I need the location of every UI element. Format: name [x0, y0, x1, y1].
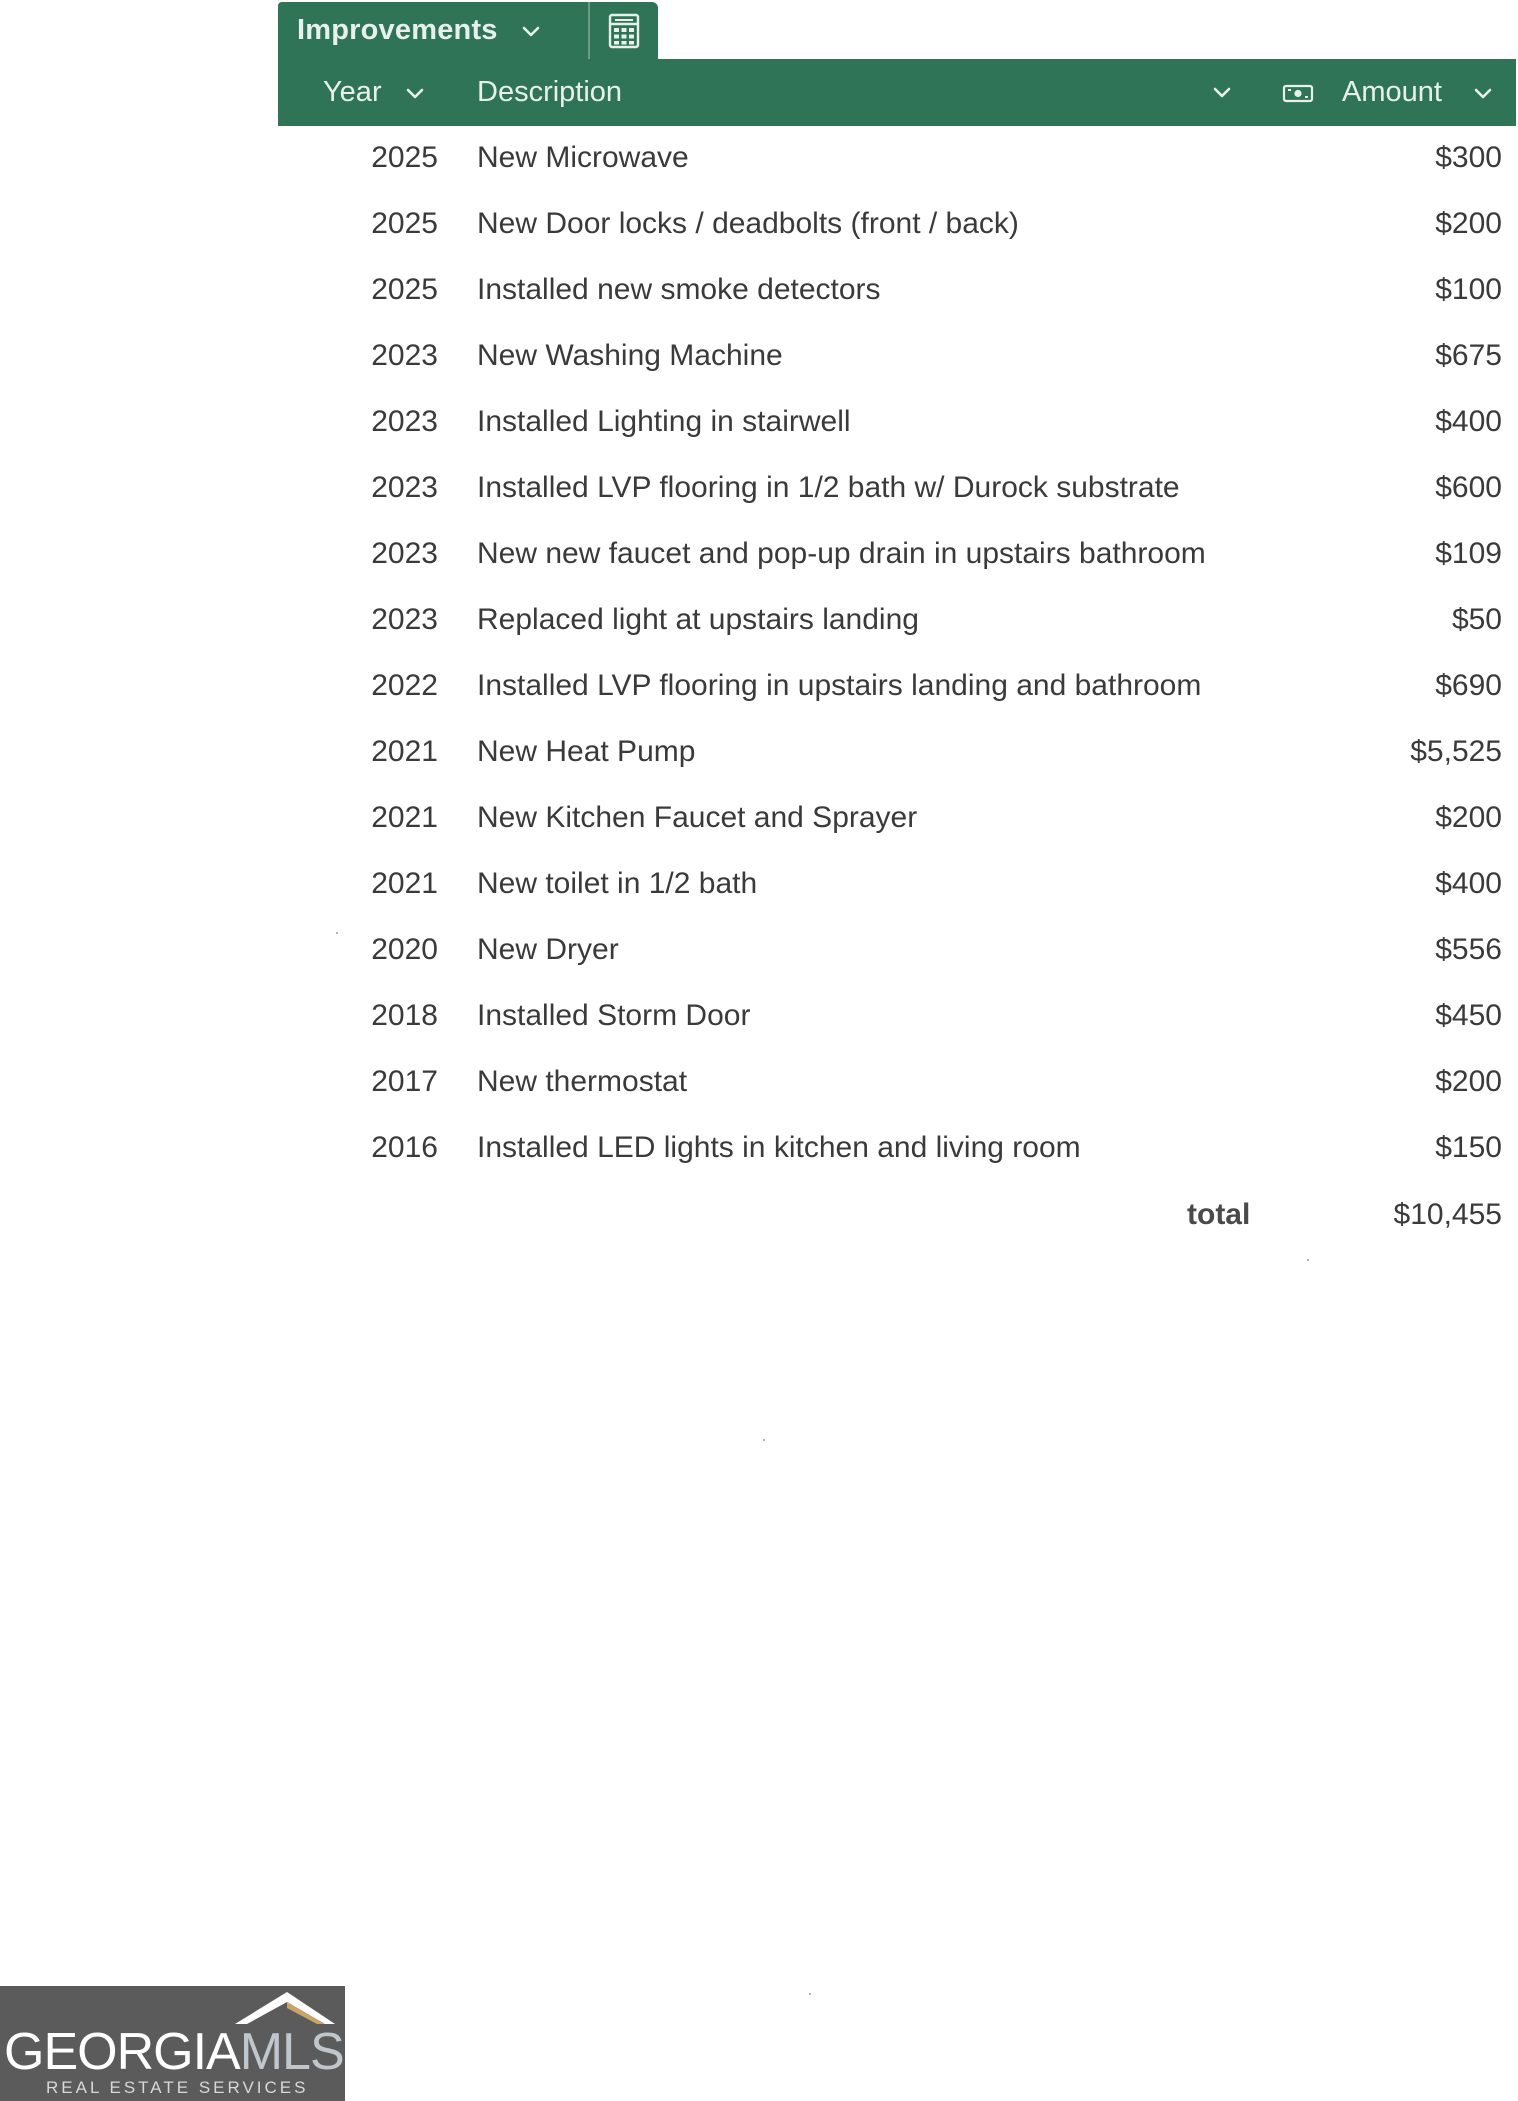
row-description: New Heat Pump — [477, 735, 696, 768]
scan-speck — [763, 1439, 765, 1441]
row-description: New new faucet and pop-up drain in upstairs bathroom — [477, 537, 1206, 570]
row-amount: $675 — [1435, 339, 1502, 372]
row-year: 2023 — [371, 537, 438, 570]
calculator-icon — [607, 13, 641, 49]
scan-speck — [336, 932, 338, 934]
row-year: 2020 — [371, 933, 438, 966]
table-row — [278, 522, 1516, 588]
improvements-table-body — [278, 126, 1516, 1182]
row-year: 2016 — [371, 1131, 438, 1164]
scan-speck — [809, 1993, 811, 1995]
amount-column-header[interactable] — [1342, 76, 1494, 109]
row-amount: $450 — [1435, 999, 1502, 1032]
row-year: 2021 — [371, 735, 438, 768]
row-description: New Washing Machine — [477, 339, 783, 372]
row-year: 2017 — [371, 1065, 438, 1098]
row-amount: $400 — [1435, 867, 1502, 900]
logo-wordmark: GEORGIAMLS — [4, 2023, 344, 2081]
total-label: total — [1187, 1198, 1251, 1231]
row-year: 2023 — [371, 471, 438, 504]
table-row — [278, 126, 1516, 192]
row-year: 2018 — [371, 999, 438, 1032]
row-year: 2023 — [371, 405, 438, 438]
chevron-down-icon[interactable] — [404, 82, 426, 104]
row-amount: $556 — [1435, 933, 1502, 966]
row-description: New Kitchen Faucet and Sprayer — [477, 801, 918, 834]
year-header-label: Year — [323, 76, 382, 108]
row-description: New Dryer — [477, 933, 619, 966]
row-description: Installed LVP flooring in upstairs landing and bathroom — [477, 669, 1202, 702]
row-amount: $100 — [1435, 273, 1502, 306]
row-amount: $200 — [1435, 1065, 1502, 1098]
table-row — [278, 390, 1516, 456]
table-row — [278, 654, 1516, 720]
table-row — [278, 1050, 1516, 1116]
row-amount: $690 — [1435, 669, 1502, 702]
row-year: 2025 — [371, 273, 438, 306]
row-description: New thermostat — [477, 1065, 688, 1098]
row-amount: $200 — [1435, 801, 1502, 834]
chevron-down-icon[interactable] — [520, 20, 542, 42]
table-row — [278, 984, 1516, 1050]
row-amount: $50 — [1451, 603, 1502, 636]
row-year: 2021 — [371, 867, 438, 900]
row-year: 2022 — [371, 669, 438, 702]
table-row — [278, 456, 1516, 522]
table-row — [278, 720, 1516, 786]
table-row — [278, 918, 1516, 984]
chevron-down-icon[interactable] — [1211, 81, 1233, 103]
row-amount: $109 — [1435, 537, 1502, 570]
row-amount: $200 — [1435, 207, 1502, 240]
row-year: 2023 — [371, 339, 438, 372]
row-description: Installed LVP flooring in 1/2 bath w/ Durock substrate — [477, 471, 1180, 504]
table-row — [278, 258, 1516, 324]
chevron-down-icon[interactable] — [1472, 82, 1494, 104]
scan-speck — [1307, 1259, 1309, 1261]
amount-header-label: Amount — [1342, 76, 1442, 108]
year-column-header[interactable] — [323, 76, 426, 109]
row-description: New toilet in 1/2 bath — [477, 867, 758, 900]
row-description: New Microwave — [477, 141, 689, 174]
row-amount: $5,525 — [1410, 735, 1502, 768]
row-year: 2025 — [371, 141, 438, 174]
tab-improvements-label: Improvements — [297, 14, 498, 46]
row-description: Installed Lighting in stairwell — [477, 405, 851, 438]
money-icon — [1282, 83, 1316, 105]
row-amount: $300 — [1435, 141, 1502, 174]
table-row — [278, 324, 1516, 390]
georgia-mls-logo — [0, 1986, 345, 2101]
row-description: Replaced light at upstairs landing — [477, 603, 919, 636]
row-amount: $150 — [1435, 1131, 1502, 1164]
table-row — [278, 1116, 1516, 1182]
tab-strip — [278, 2, 658, 59]
row-amount: $400 — [1435, 405, 1502, 438]
total-value: $10,455 — [1393, 1198, 1502, 1231]
total-row — [278, 1194, 1516, 1244]
table-row — [278, 192, 1516, 258]
row-year: 2023 — [371, 603, 438, 636]
table-header — [278, 59, 1516, 126]
row-description: New Door locks / deadbolts (front / back) — [477, 207, 1019, 240]
table-row — [278, 786, 1516, 852]
tab-improvements[interactable] — [278, 2, 588, 59]
table-row — [278, 588, 1516, 654]
description-column-header[interactable] — [477, 76, 622, 109]
table-row — [278, 852, 1516, 918]
row-year: 2021 — [371, 801, 438, 834]
row-description: Installed Storm Door — [477, 999, 751, 1032]
row-description: Installed LED lights in kitchen and living room — [477, 1131, 1081, 1164]
row-description: Installed new smoke detectors — [477, 273, 881, 306]
calculator-button[interactable] — [588, 2, 658, 59]
description-header-label: Description — [477, 76, 623, 108]
row-year: 2025 — [371, 207, 438, 240]
logo-subtitle: REAL ESTATE SERVICES — [46, 2078, 309, 2097]
row-amount: $600 — [1435, 471, 1502, 504]
